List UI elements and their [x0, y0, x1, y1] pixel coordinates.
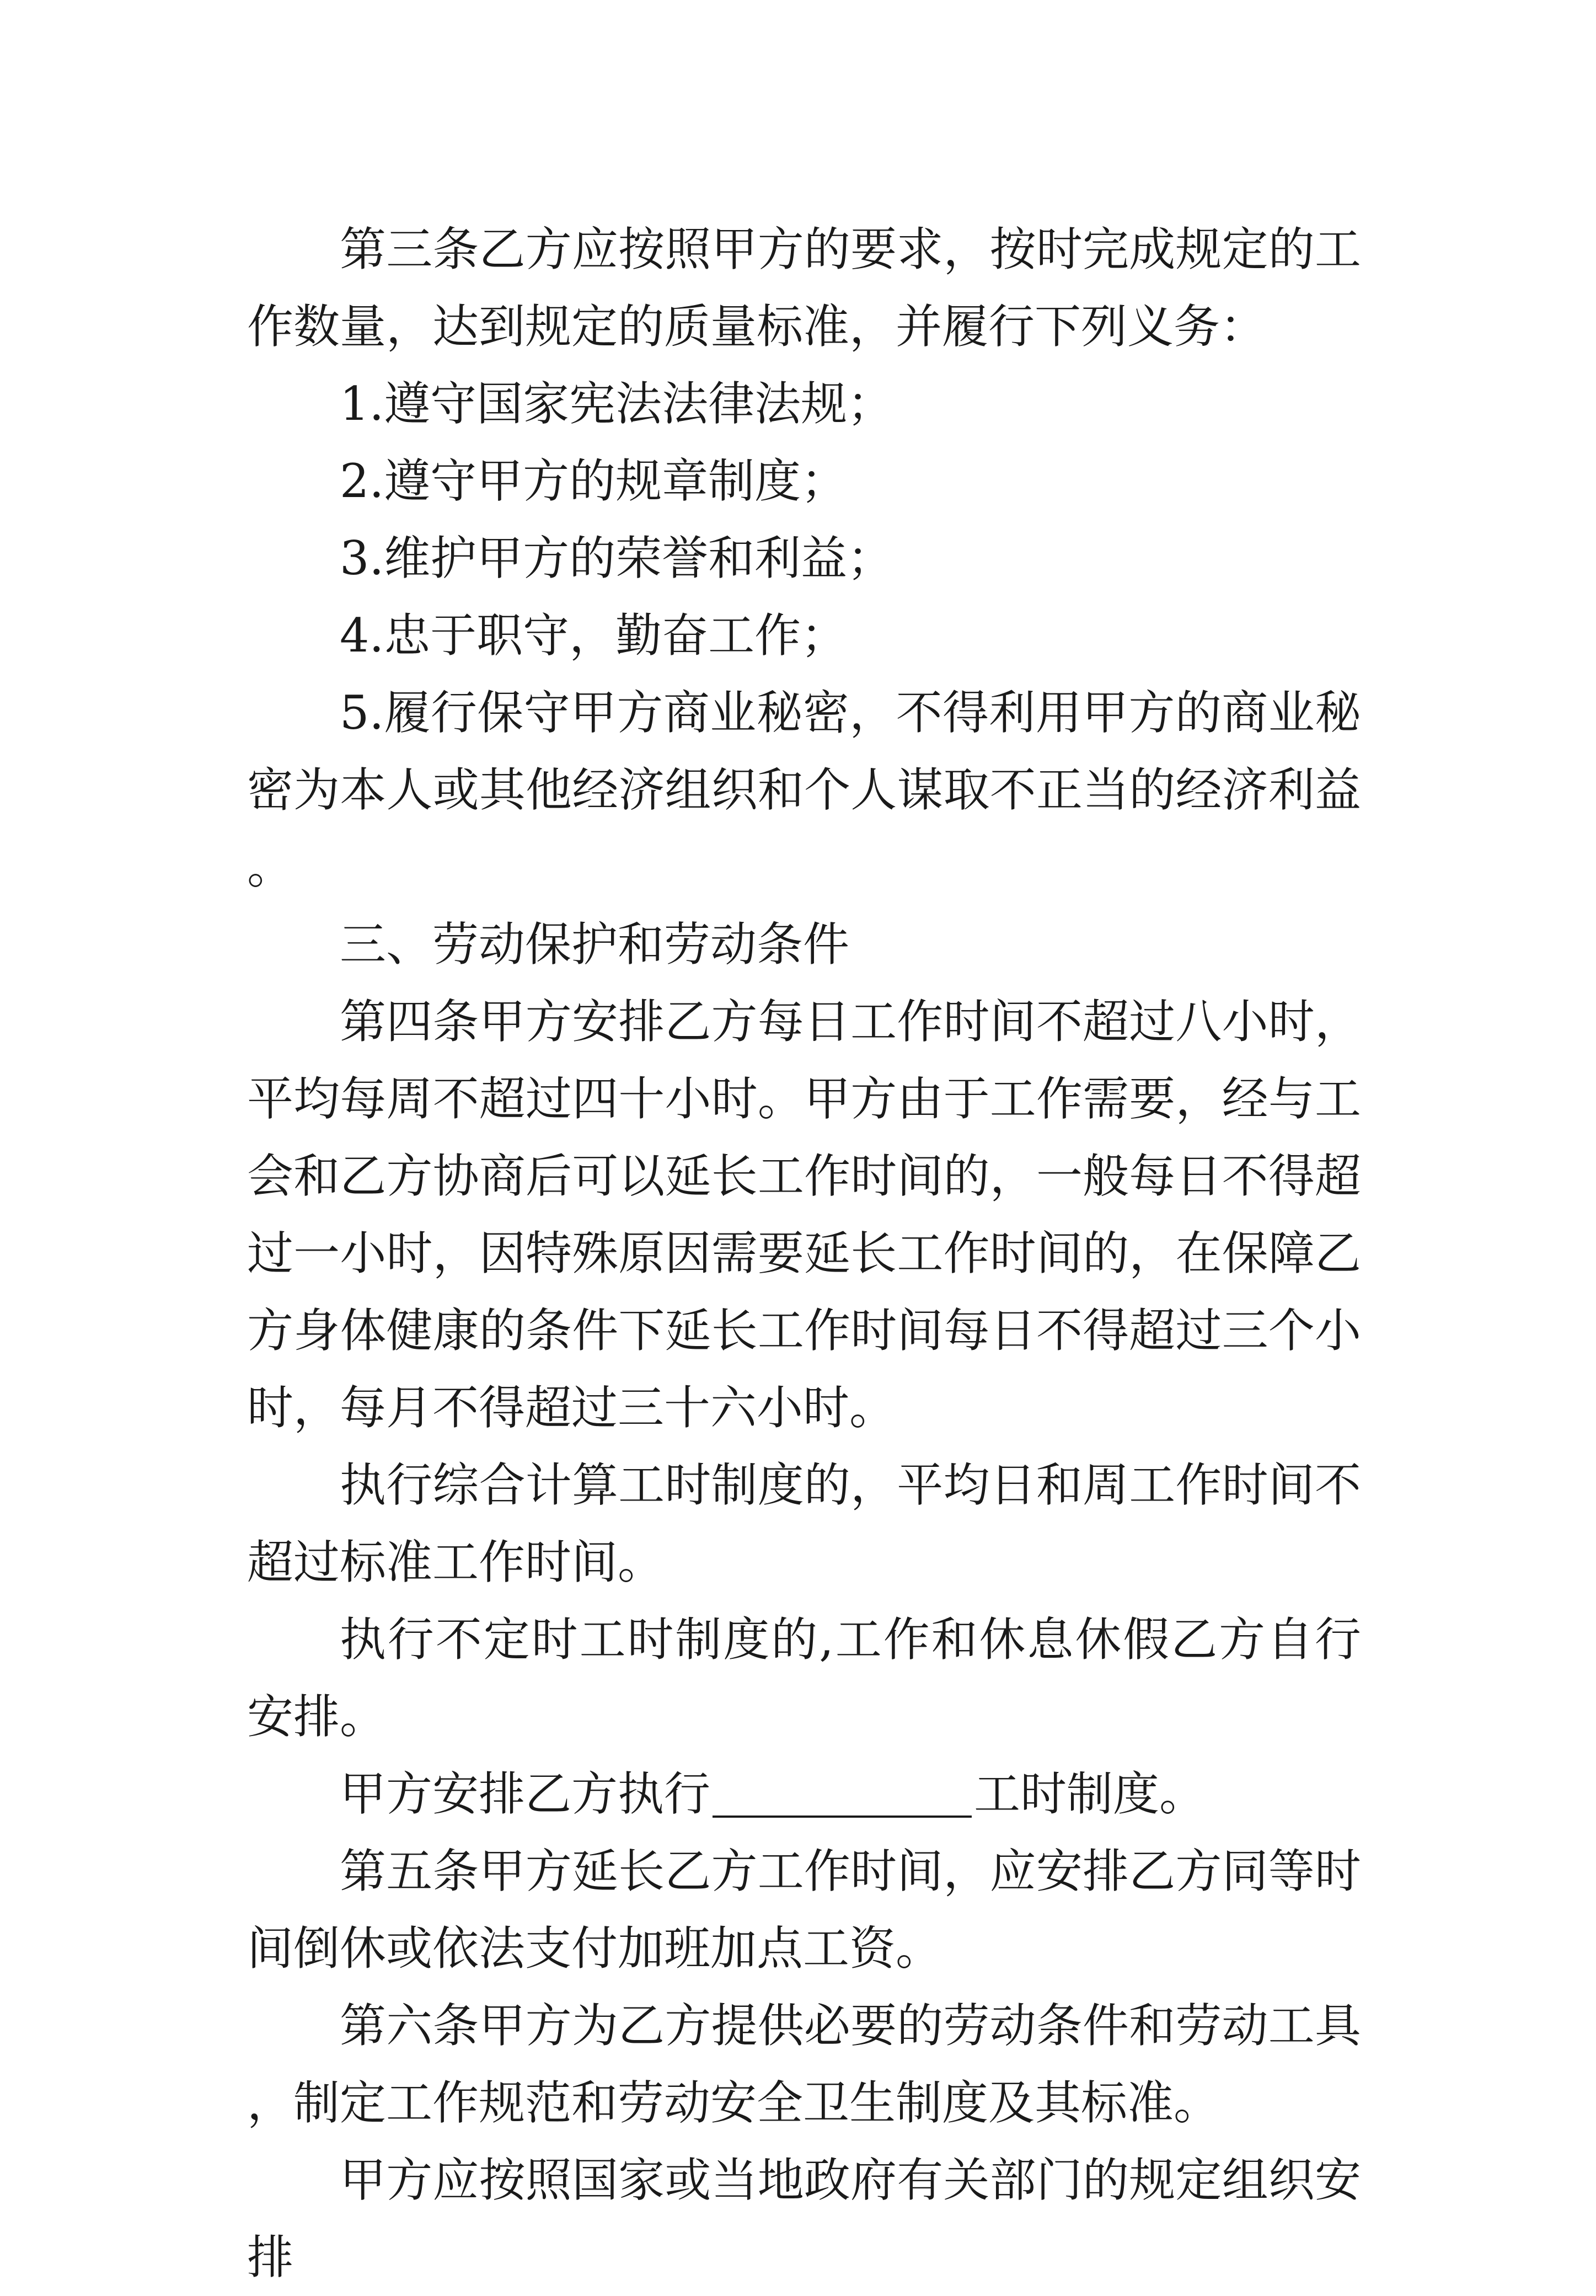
- fill-in-blank[interactable]: [713, 1769, 972, 1818]
- article-3-paragraph: 第三条乙方应按照甲方的要求，按时完成规定的工作数量，达到规定的质量标准，并履行下列义务：: [247, 222, 1361, 354]
- document-page: [247, 211, 1361, 2296]
- duty-item-5: 5.履行保守甲方商业秘密，不得利用甲方的商业秘密为本人或其他经济组织和个人谋取不正当的经济利益。: [247, 686, 1361, 894]
- article-6-paragraph: 第六条甲方为乙方提供必要的劳动条件和劳动工具，制定工作规范和劳动安全卫生制度及其标准。: [247, 1999, 1361, 2130]
- duty-item-4: 4.忠于职守，勤奋工作；: [340, 608, 848, 663]
- working-hours-system-paragraph: [247, 1755, 1361, 1833]
- comprehensive-hours-paragraph: 执行综合计算工时制度的，平均日和周工作时间不超过标准工作时间。: [247, 1458, 1361, 1589]
- duty-item-3: 3.维护甲方的荣誉和利益；: [340, 531, 894, 585]
- fill-line-prefix: 甲方安排乙方执行: [340, 1767, 711, 1821]
- duty-item-1: 1.遵守国家宪法法律法规；: [340, 377, 894, 431]
- fill-line-suffix: 工时制度。: [974, 1767, 1206, 1821]
- article-5-paragraph: 第五条甲方延长乙方工作时间，应安排乙方同等时间倒休或依法支付加班加点工资。: [247, 1844, 1361, 1975]
- flexible-hours-paragraph: 执行不定时工时制度的,工作和休息休假乙方自行安排。: [247, 1612, 1361, 1744]
- section-heading-labor-protection: 三、劳动保护和劳动条件: [340, 917, 850, 971]
- article-4-paragraph: 第四条甲方安排乙方每日工作时间不超过八小时，平均每周不超过四十小时。甲方由于工作需要，经与工会和乙方协商后可以延长工作时间的，一般每日不得超过一小时，因特殊原因需要延长工作时间的，在保障乙方身体健康的条件下延长工作时间每日不得超过三个小时，每月不得超过三十六小时。: [247, 995, 1361, 1435]
- government-rules-paragraph: 甲方应按照国家或当地政府有关部门的规定组织安排: [247, 2153, 1361, 2284]
- duty-item-2: 2.遵守甲方的规章制度；: [340, 454, 848, 508]
